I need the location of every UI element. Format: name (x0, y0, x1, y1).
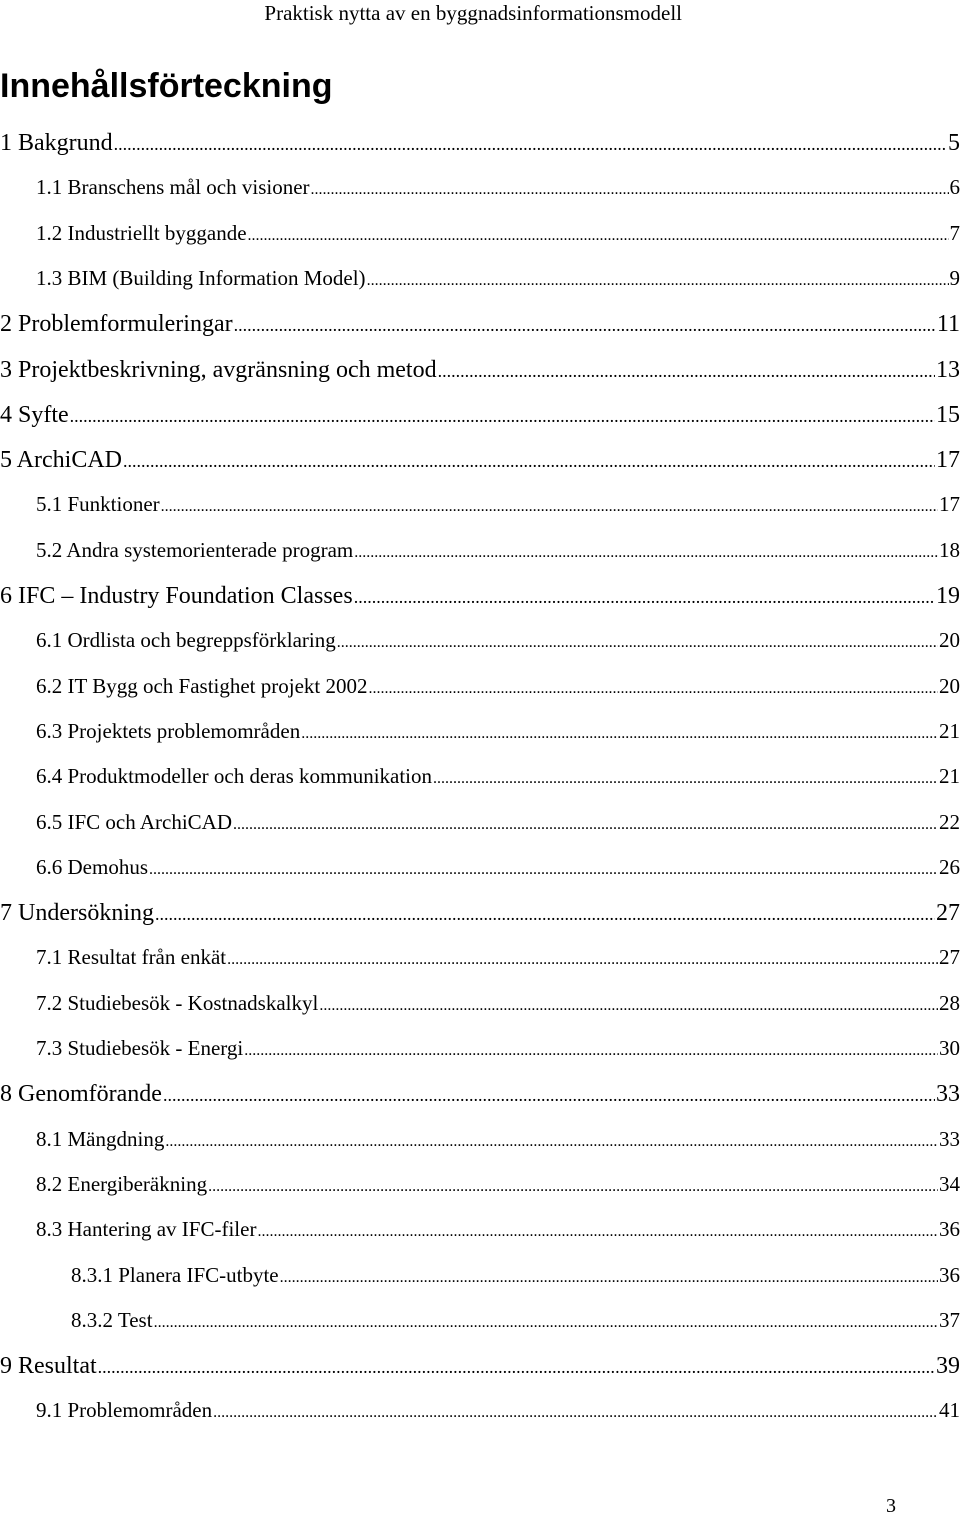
toc-entry-label: 8.3.2 Test (71, 1307, 153, 1332)
toc-entry[interactable] (0, 674, 960, 704)
toc-entry-page: 5 (948, 130, 960, 156)
toc-entry-page: 27 (939, 945, 960, 970)
dot-leader (98, 1357, 935, 1378)
dot-leader (155, 904, 935, 925)
toc-entry-page: 20 (939, 673, 960, 698)
toc-entry-label: 4 Syfte (0, 401, 69, 428)
toc-entry-page: 36 (939, 1262, 960, 1287)
dot-leader (369, 680, 939, 698)
toc-entry[interactable] (0, 1036, 960, 1066)
dot-leader (165, 1133, 938, 1151)
dot-leader (70, 406, 935, 427)
toc-entry-page: 26 (939, 854, 960, 879)
toc-entry-page: 17 (936, 447, 960, 474)
toc-entry-page: 33 (936, 1081, 960, 1108)
toc-entry-label: 7 Undersökning (0, 900, 154, 927)
toc-entry-page: 28 (939, 990, 960, 1015)
toc-entry[interactable] (0, 1172, 960, 1202)
toc-entry[interactable] (0, 628, 960, 658)
dot-leader (234, 315, 936, 336)
toc-entry-label: 6.6 Demohus (36, 854, 148, 879)
dot-leader (154, 1314, 938, 1332)
toc-entry-page: 19 (936, 583, 960, 609)
toc-entry-label: 1.3 BIM (Building Information Model) (36, 265, 366, 290)
toc-entry-page: 21 (939, 718, 960, 743)
toc-entry-page: 27 (936, 900, 960, 927)
toc-entry-page: 17 (939, 492, 960, 517)
toc-entry[interactable] (0, 991, 960, 1021)
toc-entry[interactable] (0, 764, 960, 794)
toc-entry-page: 22 (939, 809, 960, 834)
toc-entry-page: 37 (939, 1307, 960, 1332)
toc-entry-page: 6 (949, 175, 960, 200)
toc-entry-label: 8 Genomförande (0, 1081, 162, 1108)
toc-entry[interactable] (0, 538, 960, 568)
toc-entry-label: 7.1 Resultat från enkät (36, 945, 227, 970)
dot-leader (367, 272, 949, 290)
toc-entry-label: 8.2 Energiberäkning (36, 1171, 208, 1196)
dot-leader (301, 725, 938, 743)
dot-leader (233, 816, 938, 834)
toc-entry[interactable] (0, 175, 960, 205)
toc-entry[interactable] (0, 1353, 960, 1383)
dot-leader (438, 361, 935, 382)
dot-leader (208, 1178, 938, 1196)
dot-leader (319, 997, 938, 1015)
toc-entry-page: 41 (939, 1398, 960, 1423)
dot-leader (433, 770, 938, 788)
toc-entry-label: 8.3 Hantering av IFC-filer (36, 1217, 257, 1242)
toc-entry-label: 2 Problemformuleringar (0, 311, 233, 338)
toc-entry[interactable] (0, 1398, 960, 1428)
dot-leader (244, 1042, 938, 1060)
toc-entry[interactable] (0, 583, 960, 613)
toc-entry-page: 36 (939, 1217, 960, 1242)
toc-entry-label: 5 ArchiCAD (0, 447, 122, 474)
toc-entry-page: 34 (939, 1171, 960, 1196)
toc-entry-label: 6.1 Ordlista och begreppsförklaring (36, 628, 336, 653)
toc-entry-page: 9 (949, 265, 960, 290)
toc-entry-page: 18 (939, 537, 960, 562)
running-header: Praktisk nytta av en byggnadsinformationsmodell (264, 1, 682, 25)
dot-leader (337, 634, 938, 652)
toc-entry[interactable] (0, 311, 960, 341)
toc-entry[interactable] (0, 1127, 960, 1157)
toc-entry-label: 1 Bakgrund (0, 130, 113, 156)
toc-entry[interactable] (0, 810, 960, 840)
dot-leader (354, 544, 938, 562)
toc-entry-page: 21 (939, 764, 960, 789)
toc-title: Innehållsförteckning (0, 67, 333, 105)
toc-entry[interactable] (0, 130, 960, 160)
toc-entry[interactable] (0, 221, 960, 251)
toc-entry-page: 39 (936, 1353, 960, 1380)
toc-entry[interactable] (0, 1308, 960, 1338)
toc-entry-page: 33 (939, 1126, 960, 1151)
toc-entry[interactable] (0, 447, 960, 477)
dot-leader (257, 1223, 938, 1241)
toc-entry-label: 9 Resultat (0, 1353, 97, 1380)
toc-entry-label: 8.3.1 Planera IFC-utbyte (71, 1262, 279, 1287)
toc-entry-label: 9.1 Problemområden (36, 1398, 213, 1423)
toc-entry-label: 6.5 IFC och ArchiCAD (36, 809, 232, 834)
dot-leader (311, 181, 949, 199)
toc-entry-page: 11 (936, 311, 960, 338)
toc-entry[interactable] (0, 719, 960, 749)
dot-leader (161, 498, 938, 516)
toc-entry-label: 3 Projektbeskrivning, avgränsning och metod (0, 356, 437, 383)
toc-entry-label: 7.3 Studiebesök - Energi (36, 1036, 244, 1060)
toc-entry-page: 30 (939, 1036, 960, 1060)
dot-leader (123, 451, 935, 472)
toc-entry[interactable] (0, 1263, 960, 1293)
toc-entry[interactable] (0, 855, 960, 885)
dot-leader (149, 861, 938, 879)
toc-entry[interactable] (0, 492, 960, 522)
dot-leader (227, 951, 938, 969)
toc-entry[interactable] (0, 357, 960, 387)
toc-entry-page: 20 (939, 628, 960, 653)
toc-entry-page: 13 (936, 356, 960, 383)
toc-entry-label: 5.2 Andra systemorienterade program (36, 537, 354, 562)
dot-leader (354, 587, 935, 608)
dot-leader (163, 1085, 935, 1106)
toc-entry-label: 1.1 Branschens mål och visioner (36, 175, 310, 200)
toc-entry-label: 6.2 IT Bygg och Fastighet projekt 2002 (36, 673, 368, 698)
toc-entry-page: 7 (949, 220, 960, 245)
toc-entry-label: 1.2 Industriellt byggande (36, 220, 247, 245)
toc-entry-label: 5.1 Funktioner (36, 492, 160, 517)
toc-entry[interactable] (0, 900, 960, 930)
toc-entry-label: 7.2 Studiebesök - Kostnadskalkyl (36, 990, 319, 1015)
toc-entry[interactable] (0, 1217, 960, 1247)
dot-leader (213, 1404, 938, 1422)
toc-entry-label: 8.1 Mängdning (36, 1126, 165, 1151)
dot-leader (248, 227, 949, 245)
toc-entry-label: 6.3 Projektets problemområden (36, 718, 301, 743)
toc-entry-page: 15 (936, 401, 960, 428)
dot-leader (280, 1269, 938, 1287)
toc-entry[interactable] (0, 945, 960, 975)
toc-entry[interactable] (0, 402, 960, 432)
toc-entry-label: 6.4 Produktmodeller och deras kommunikation (36, 764, 433, 789)
toc-entry[interactable] (0, 266, 960, 296)
dot-leader (114, 134, 947, 155)
toc-entry[interactable] (0, 1081, 960, 1111)
page-number: 3 (886, 1495, 896, 1517)
toc-entry-label: 6 IFC – Industry Foundation Classes (0, 583, 353, 609)
